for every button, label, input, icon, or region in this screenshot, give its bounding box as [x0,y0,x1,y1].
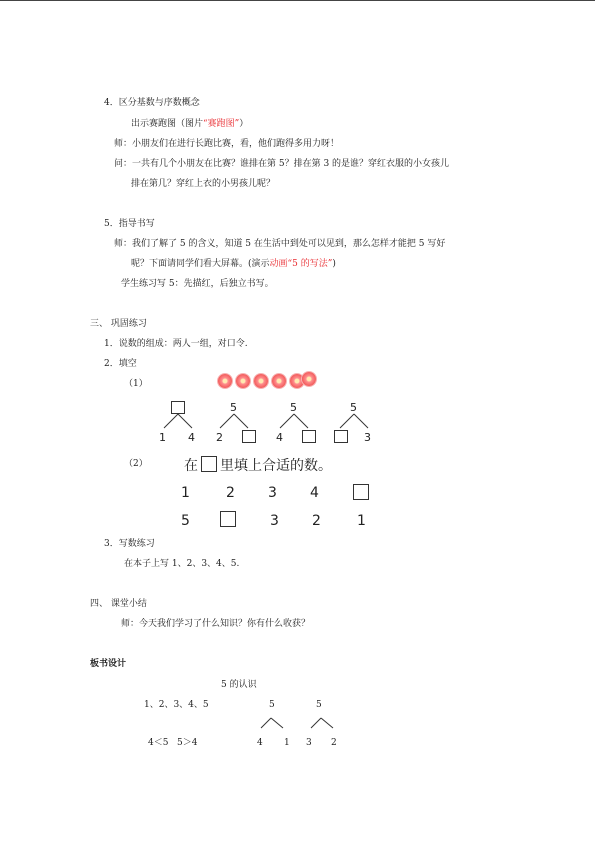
tree-4-left-blank-box[interactable] [334,430,348,443]
board-tree-a-left: 4 [257,738,263,748]
row-1-number-1: 1 [181,485,190,501]
tree-4-right-number: 3 [364,431,371,444]
board-title: 5 的认识 [221,680,257,690]
row-2-number-4: 2 [312,513,321,529]
section-5-heading: 5．指导书写 [104,219,155,229]
row-1-number-2: 2 [226,485,235,501]
row-2-number-1: 5 [181,513,190,529]
question-line-1: 问：一共有几个小朋友在比赛？谁排在第 5？排在第 3 的是谁？穿红衣服的小女孩儿 [114,159,450,169]
race-picture-link[interactable]: “赛跑图” [203,119,240,129]
row-2-blank-box[interactable] [220,511,236,527]
tree-4-top-number: 5 [350,401,357,414]
exercise-item-1: 1．说数的组成：两人一组，对口令. [104,339,248,349]
row-1-blank-box[interactable] [353,484,369,500]
row-1-number-3: 3 [268,485,277,501]
show-picture-prefix: 出示赛跑图（图片 [131,119,204,129]
teacher-line-1: 师：小朋友们在进行长跑比赛，看，他们跑得多用力呀！ [114,139,340,149]
writing-line-2-prefix: 呢？下面请同学们看大屏幕。(演示 [131,259,270,269]
instruction-blank-box [201,456,217,472]
board-tree-b-left: 3 [306,738,312,748]
tree-1-top-blank-box[interactable] [171,401,185,414]
row-1-number-4: 4 [310,485,319,501]
exercise-item-2: 2．填空 [104,359,137,369]
row-2-number-3: 3 [270,513,279,529]
fill-instruction-suffix: 里填上合适的数。 [220,458,332,474]
tree-2-right-blank-box[interactable] [242,430,256,443]
writing-line-2-suffix: ) [332,259,336,269]
animation-link[interactable]: 动画“5 的写法” [269,259,333,269]
row-2-number-5: 1 [357,513,366,529]
student-practice-line: 学生练习写 5：先描红，后独立书写。 [121,279,274,289]
tree-3-left-number: 4 [276,431,283,444]
sub-question-2-label: （2） [124,459,148,469]
exercise-item-3-text: 在本子上写 1、2、3、4、5. [124,559,240,569]
tree-3-right-blank-box[interactable] [302,430,316,443]
section-4b-heading: 四、 课堂小结 [90,599,147,609]
tree-2-left-number: 2 [216,431,223,444]
sub-question-1-label: （1） [124,379,148,389]
board-tree-b-right: 2 [331,738,337,748]
tree-3-top-number: 5 [290,401,297,414]
board-tree-a-top: 5 [269,700,275,710]
tree-2-top-number: 5 [230,401,237,414]
board-design-heading: 板书设计 [90,659,127,669]
summary-line: 师：今天我们学习了什么知识？你有什么收获？ [121,619,311,629]
board-sequence: 1、2、3、4、5 [144,700,209,710]
writing-line-1: 师：我们了解了 5 的含义，知道 5 在生活中到处可以见到，那么怎样才能把 5 写好 [114,239,446,249]
section-3-heading: 三、 巩固练习 [90,319,147,329]
question-line-2: 排在第几？穿红上衣的小男孩儿呢？ [131,179,276,189]
tree-1-right-number: 4 [188,431,195,444]
board-tree-a-right: 1 [284,738,290,748]
tree-1-left-number: 1 [159,431,166,444]
section-4-heading: 4．区分基数与序数概念 [104,98,200,108]
board-tree-b-top: 5 [316,700,322,710]
show-picture-suffix: ） [239,119,249,129]
fill-instruction-prefix: 在 [184,458,198,474]
board-compare: 4＜5 5＞4 [148,738,198,748]
exercise-item-3: 3．写数练习 [104,539,155,549]
